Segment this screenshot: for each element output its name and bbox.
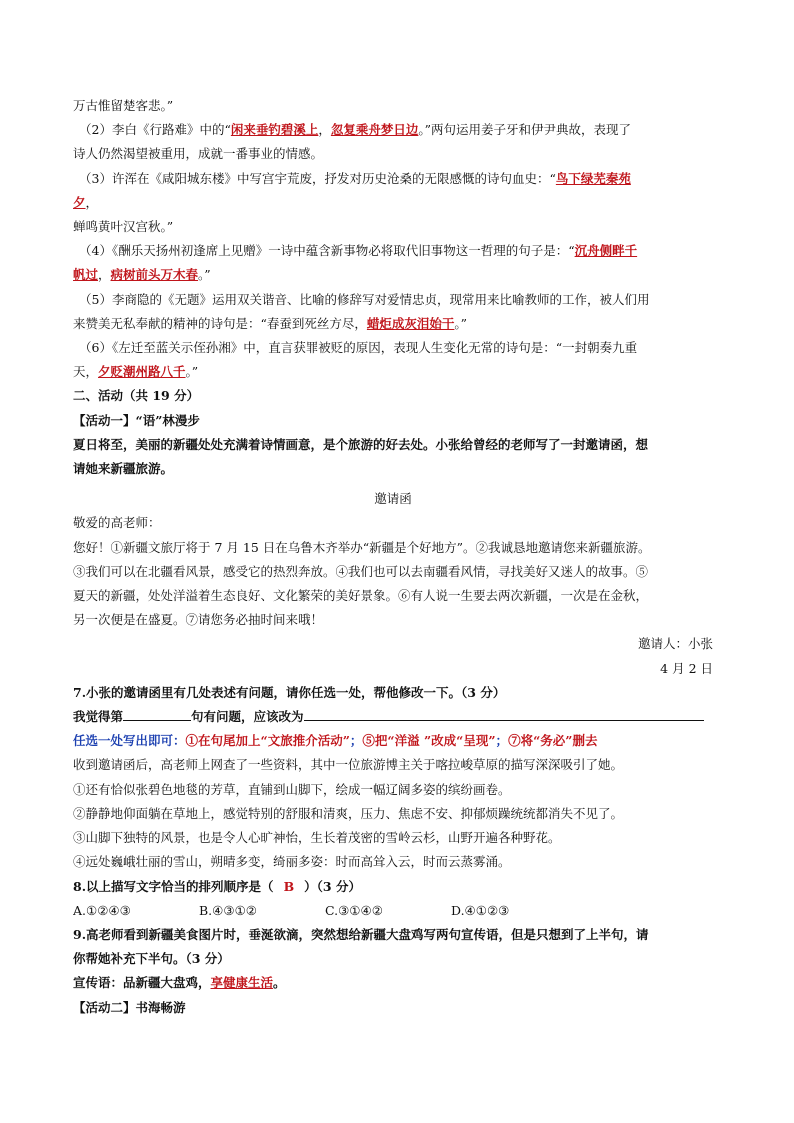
letter-body: 夏天的新疆，处处洋溢着生态良好、文化繁荣的美好景象。⑥有人说一生要去两次新疆，一次是在金秋， — [73, 588, 649, 604]
fill-in-line: 我觉得第 句有问题，应该改为 — [73, 705, 713, 729]
answer: B — [283, 878, 295, 894]
text-line: 来赞美无私奉献的精神的诗句是：“春蚕到死丝方尽，蜡炬成灰泪始干。” — [73, 315, 468, 331]
text-line: 帆过，病树前头万木春。” — [73, 267, 211, 283]
letter-body: ③我们可以在北疆看风景，感受它的热烈奔放。④我们也可以去南疆看风情，寻找美好又迷人的故事。⑤ — [73, 563, 649, 579]
question-5: （5）李商隐的《无题》运用双关谐音、比喻的修辞写对爱情忠贞，现常用来比喻教师的工作，被人们用 — [79, 291, 650, 307]
letter-body: 另一次便是在盛夏。⑦请您务必抽时间来哦！ — [73, 612, 324, 628]
activity-heading: 【活动二】书海畅游 — [73, 999, 186, 1015]
text-line: 天，夕贬潮州路八千。” — [73, 364, 199, 380]
question-7-answer: 任选一处写出即可：①在句尾加上“文旅推介活动”；⑤把“洋溢 ”改成“呈现”；⑦将“务必”删去 — [73, 733, 598, 749]
blank — [123, 706, 191, 721]
option-d: D.④①②③ — [451, 902, 510, 918]
text-line: 收到邀请函后，高老师上网查了一些资料，其中一位旅游博主关于喀拉峻草原的描写深深吸引了她。 — [73, 757, 624, 773]
letter-title: 邀请函 — [374, 491, 412, 507]
option-c: C.③①④② — [325, 902, 383, 918]
slogan-line: 宣传语：品新疆大盘鸡，享健康生活。 — [73, 975, 286, 991]
answer: 蜡炬成灰泪始干 — [366, 315, 455, 331]
letter-greeting: 敬爱的高老师： — [73, 515, 161, 531]
text-line: 万古惟留楚客悲。” — [73, 98, 174, 113]
text-line: 你帮她补充下半句。（3 分） — [73, 951, 230, 967]
question-2: （2）李白《行路难》中的“闲来垂钓碧溪上，忽复乘舟梦日边。”两句运用姜子牙和伊尹典故，表现了 — [79, 122, 632, 138]
question-3: （3）许浑在《咸阳城东楼》中写宫宇荒废，抒发对历史沧桑的无限感慨的诗句血史：“鸟下绿芜秦苑 — [79, 170, 631, 186]
option-b: B.④③①② — [199, 902, 257, 918]
question-4: （4）《酬乐天扬州初逢席上见赠》一诗中蕴含新事物必将取代旧事物这一哲理的句子是：“沉舟侧畔千 — [79, 243, 638, 259]
sentence-item: ②静静地仰面躺在草地上，感觉特别的舒服和清爽，压力、焦虑不安、抑郁烦躁统统都消失不见了。 — [73, 805, 624, 821]
text-line: 蝉鸣黄叶汉宫秋。” — [73, 219, 174, 235]
question-9: 9.高老师看到新疆美食图片时，垂涎欲滴，突然想给新疆大盘鸡写两句宣传语，但是只想到了上半句，请 — [73, 926, 649, 942]
answer: 忽复乘舟梦日边 — [330, 122, 419, 138]
text-line: 诗人仍然渴望被重用，成就一番事业的情感。 — [73, 146, 324, 162]
text-line: 夕， — [73, 194, 99, 210]
section-heading: 二、活动（共 19 分） — [73, 388, 200, 404]
sentence-item: ①还有恰似张碧色地毯的芳草，直铺到山脚下，绘成一幅辽阔多姿的缤纷画卷。 — [73, 781, 511, 797]
answer: 鸟下绿芜秦苑 — [555, 170, 631, 186]
sentence-item: ④远处巍峨壮丽的雪山，朔晴多变，绮丽多姿：时而高耸入云，时而云蒸雾涌。 — [73, 854, 511, 870]
answer: 夕贬潮州路八千 — [98, 364, 186, 380]
exam-page — [73, 94, 713, 1020]
question-8: 8.以上描写文字恰当的排列顺序是（ B ）（3 分） — [73, 878, 361, 894]
answer: 帆过 — [73, 267, 99, 283]
question-7: 7.小张的邀请函里有几处表述有问题，请你任选一处，帮他修改一下。（3 分） — [73, 684, 506, 700]
answer: 享健康生活 — [210, 975, 274, 991]
sentence-item: ③山脚下独特的风景，也是令人心旷神怡，生长着茂密的雪岭云杉，山野开遍各种野花。 — [73, 830, 561, 846]
activity-heading: 【活动一】“语”林漫步 — [73, 412, 200, 428]
letter-body: 您好！①新疆文旅厅将于 7 月 15 日在乌鲁木齐举办“新疆是个好地方”。②我诚恳地邀请您来新疆旅游。 — [73, 539, 651, 555]
text-line: 夏日将至，美丽的新疆处处充满着诗情画意，是个旅游的好去处。小张给曾经的老师写了一封邀请函，想 — [73, 436, 649, 452]
letter-signature: 邀请人：小张 — [637, 636, 713, 652]
options-row — [73, 899, 713, 923]
letter-date: 4 月 2 日 — [660, 660, 713, 676]
text-line: 请她来新疆旅游。 — [73, 461, 174, 477]
answer: 夕 — [73, 194, 86, 210]
question-6: （6）《左迁至蓝关示侄孙湘》中，直言获罪被贬的原因，表现人生变化无常的诗句是：“一封朝奏九重 — [79, 340, 638, 356]
answer: 沉舟侧畔千 — [574, 243, 638, 259]
answer: 病树前头万木春 — [110, 267, 199, 283]
answer: 闲来垂钓碧溪上 — [230, 122, 319, 138]
blank — [304, 706, 704, 721]
option-a: A.①②④③ — [73, 902, 131, 918]
